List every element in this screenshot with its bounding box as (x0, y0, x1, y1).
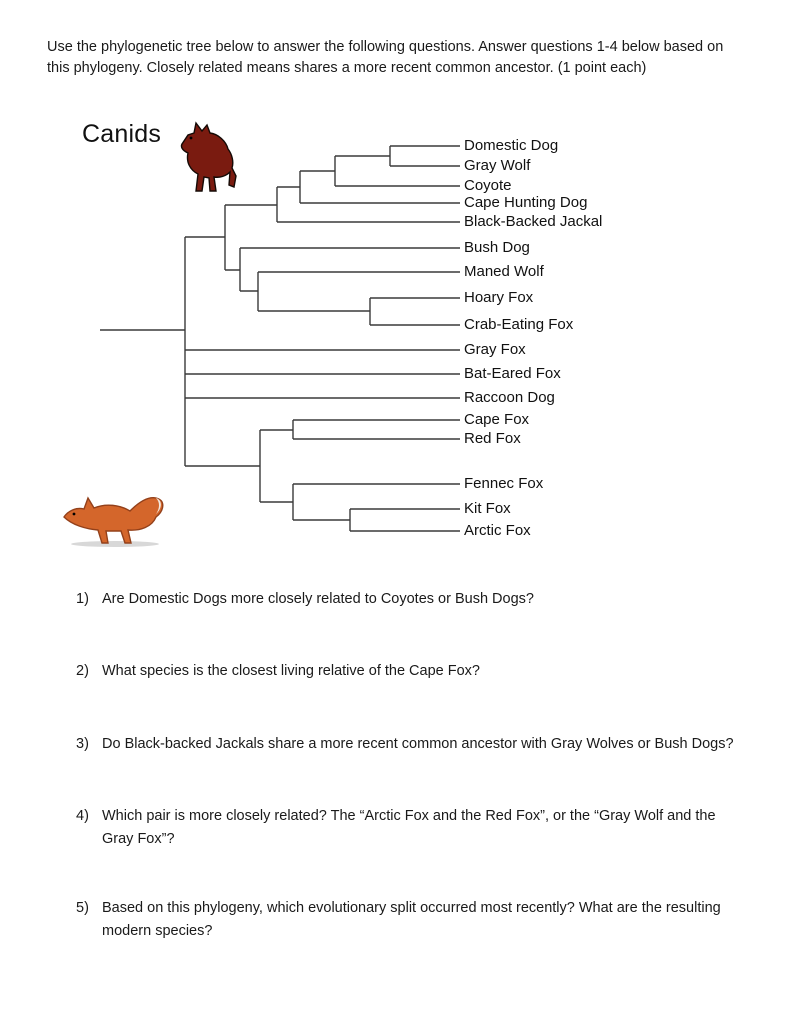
fox-illustration (60, 487, 178, 554)
taxon-fennec-fox: Fennec Fox (464, 475, 544, 492)
question-4-text: Which pair is more closely related? The “Arctic Fox and the Red Fox”, or the “Gray Wolf and the Gray Fox”? (102, 808, 716, 848)
question-3 (76, 733, 738, 756)
question-1-text: Are Domestic Dogs more closely related to Coyotes or Bush Dogs? (102, 591, 534, 607)
taxon-bush-dog: Bush Dog (464, 239, 530, 256)
taxon-gray-wolf: Gray Wolf (464, 157, 531, 174)
taxon-arctic-fox: Arctic Fox (464, 522, 531, 539)
taxon-crab-eating-fox: Crab-Eating Fox (464, 316, 574, 333)
question-4-number: 4) (76, 808, 89, 824)
question-5 (76, 897, 738, 944)
question-5-number: 5) (76, 900, 89, 916)
taxon-hoary-fox: Hoary Fox (464, 289, 534, 306)
taxon-cape-fox: Cape Fox (464, 411, 530, 428)
taxon-black-backed-jackal: Black-Backed Jackal (464, 213, 603, 230)
taxon-kit-fox: Kit Fox (464, 500, 511, 517)
intro-text: Use the phylogenetic tree below to answer the following questions. Answer questions 1-4 below based on this phylogeny. Closely related means shares a more recent common ancestor. (1 point each) (47, 38, 724, 77)
wolf-illustration (176, 120, 238, 203)
question-1 (76, 588, 738, 611)
taxon-maned-wolf: Maned Wolf (464, 263, 544, 280)
question-3-number: 3) (76, 736, 89, 752)
taxon-gray-fox: Gray Fox (464, 341, 526, 358)
taxon-cape-hunting-dog: Cape Hunting Dog (464, 194, 588, 211)
tree-title: Canids (82, 120, 162, 148)
taxon-raccoon-dog: Raccoon Dog (464, 389, 555, 406)
question-5-text: Based on this phylogeny, which evolutionary split occurred most recently? What are the resulting modern species? (102, 900, 721, 940)
question-2 (76, 660, 738, 683)
question-2-text: What species is the closest living relative of the Cape Fox? (102, 663, 480, 679)
taxon-bat-eared-fox: Bat-Eared Fox (464, 365, 561, 382)
taxon-coyote: Coyote (464, 177, 512, 194)
fox-icon (60, 487, 178, 549)
question-4 (76, 805, 738, 852)
wolf-icon (176, 120, 238, 198)
question-3-text: Do Black-backed Jackals share a more recent common ancestor with Gray Wolves or Bush Dogs? (102, 736, 734, 752)
taxon-red-fox: Red Fox (464, 430, 521, 447)
taxon-domestic-dog: Domestic Dog (464, 137, 559, 154)
question-2-number: 2) (76, 663, 89, 679)
question-1-number: 1) (76, 591, 89, 607)
